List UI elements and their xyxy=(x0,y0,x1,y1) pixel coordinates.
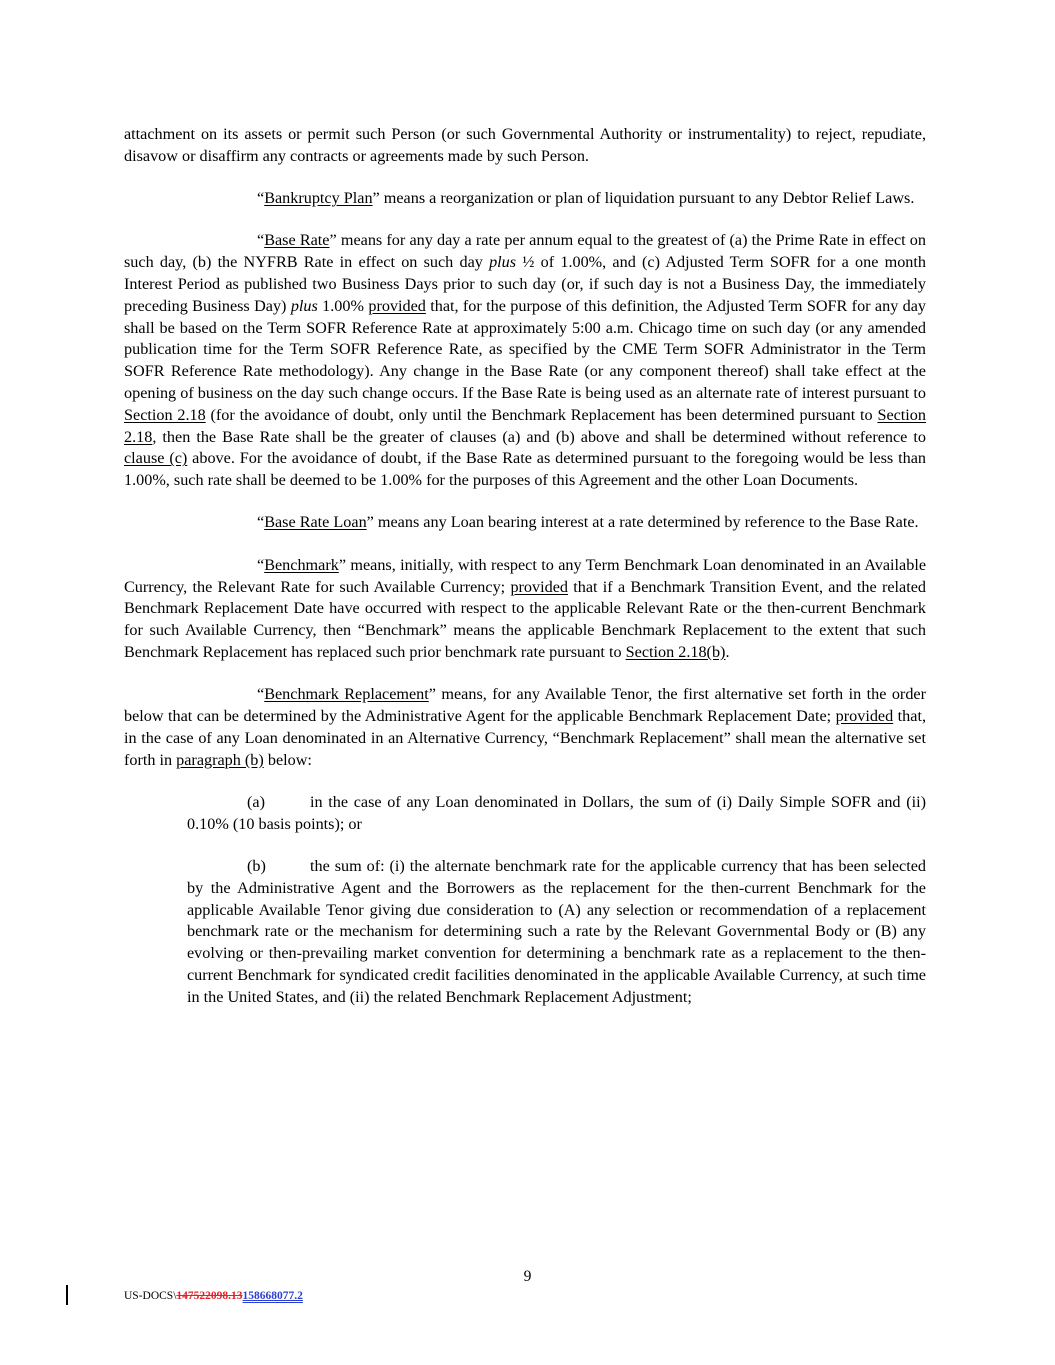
definition-text: ” means, initially, with respect to any Term Benchmark Loan denominated in an Available Currency, the Relevant Rate for such Available Currency; xyxy=(124,555,926,596)
clause-label: (b) xyxy=(247,857,266,876)
open-quote: “ xyxy=(257,231,265,250)
clause-text: in the case of any Loan denominated in Dollars, the sum of (i) Daily Simple SOFR and (ii) 0.10% (10 basis points); or xyxy=(187,792,926,833)
open-quote: “ xyxy=(257,513,265,532)
paragraph-continuation: attachment on its assets or permit such Person (or such Governmental Authority or instrumentality) to reject, repudiate, disavow or disaffirm any contracts or agreements made by such Person. xyxy=(124,125,926,165)
defined-term: Benchmark Replacement xyxy=(264,685,429,704)
definition-text: above. For the avoidance of doubt, if the Base Rate as determined pursuant to the foregoing would be less than 1.00%, such rate shall be deemed to be 1.00% for the purposes of this Agreement and the other Loan Documents. xyxy=(124,449,926,490)
definition-text: ½ of 1.00%, and (c) Adjusted Term SOFR for a one month Interest Period as published two Business Days prior to such day (or, if such day is not a Business Day, the immediately preceding Business Day) xyxy=(124,253,926,315)
open-quote: “ xyxy=(257,555,265,574)
definition-benchmark xyxy=(124,555,926,664)
change-bar xyxy=(66,1285,68,1305)
paragraph-reference: paragraph (b) xyxy=(176,750,264,769)
definition-base-rate-loan xyxy=(124,512,926,534)
provided-term: provided xyxy=(835,707,894,726)
provided-term: provided xyxy=(510,577,568,596)
provided-term: provided xyxy=(368,296,426,315)
definition-text: below: xyxy=(263,750,312,769)
definition-text: that if a Benchmark Transition Event, and the related Benchmark Replacement Date have occurred with respect to the applicable Relevant Rate or the then-current Benchmark for such Available Currency, then “Benchmark” means the applicable Benchmark Replacement to the extent that such Benchmark Replacement has replaced such prior benchmark rate pursuant to xyxy=(124,577,926,661)
definition-text: ” means a reorganization or plan of liquidation pursuant to any Debtor Relief Laws. xyxy=(372,189,915,208)
open-quote: “ xyxy=(257,189,265,208)
plus-italic: plus xyxy=(489,253,517,272)
definition-text: that, for the purpose of this definition, the Adjusted Term SOFR for any day shall be based on the Term SOFR Reference Rate at approximately 5:00 a.m. Chicago time on such day (or any amended publication time for the Term SOFR Reference Rate, as specified by the CME Term SOFR Administrator in the Term SOFR Reference Rate methodology). Any change in the Base Rate (or any component thereof) shall take effect at the opening of business on the day such change occurs. If the Base Rate is being used as an alternate rate of interest pursuant to xyxy=(124,296,927,402)
open-quote: “ xyxy=(257,685,265,704)
document-id-footer xyxy=(124,1290,303,1302)
definition-benchmark-replacement xyxy=(124,684,926,771)
doc-id-deleted: 147522098.13 xyxy=(176,1290,243,1302)
defined-term: Benchmark xyxy=(264,555,339,574)
definition-text: that, in the case of any Loan denominated in an Alternative Currency, “Benchmark Replacement” shall mean the alternative set forth in xyxy=(124,707,926,769)
definition-text: . xyxy=(725,642,730,661)
clause-b xyxy=(187,856,926,1009)
section-reference: Section 2.18 xyxy=(124,405,926,446)
plus-italic: plus xyxy=(290,296,318,315)
definition-base-rate xyxy=(124,230,926,492)
defined-term: Bankruptcy Plan xyxy=(264,189,373,208)
clause-a xyxy=(187,792,926,836)
clause-text: the sum of: (i) the alternate benchmark rate for the applicable currency that has been selected by the Administrative Agent and the Borrowers as the replacement for the then-current Benchmark for the applicable Available Tenor giving due consideration to (A) any selection or recommendation of a replacement benchmark rate or the mechanism for determining such a rate by the Relevant Governmental Body or (B) any evolving or then-prevailing market convention for determining a benchmark rate as a replacement to the then-current Benchmark for syndicated credit facilities denominated in the applicable Available Currency, at such time in the United States, and (ii) the related Benchmark Replacement Adjustment; xyxy=(187,857,926,1006)
definition-text: ” means, for any Available Tenor, the first alternative set forth in the order below that can be determined by the Administrative Agent for the applicable Benchmark Replacement Date; xyxy=(124,685,926,726)
section-reference: Section 2.18 xyxy=(124,405,206,424)
doc-id-prefix: US-DOCS\ xyxy=(124,1290,177,1302)
defined-term: Base Rate Loan xyxy=(264,513,367,532)
definition-text: 1.00% xyxy=(317,296,369,315)
definition-text: (for the avoidance of doubt, only until the Benchmark Replacement has been determined pursuant to xyxy=(205,405,878,424)
document-body xyxy=(124,124,926,1029)
page-number: 9 xyxy=(523,1268,532,1285)
definition-bankruptcy-plan xyxy=(124,188,926,210)
definition-text: , then the Base Rate shall be the greater of clauses (a) and (b) above and shall be determined without reference to xyxy=(152,427,926,446)
definition-text: ” means any Loan bearing interest at a rate determined by reference to the Base Rate. xyxy=(366,513,919,532)
clause-label: (a) xyxy=(247,792,265,811)
definition-text: ” means for any day a rate per annum equal to the greatest of (a) the Prime Rate in effect on such day, (b) the NYFRB Rate in effect on such day xyxy=(124,231,926,272)
defined-term: Base Rate xyxy=(264,231,330,250)
section-reference: Section 2.18(b) xyxy=(625,642,726,661)
doc-id-inserted: 158668077.2 xyxy=(242,1290,303,1302)
clause-reference: clause (c) xyxy=(124,449,188,468)
